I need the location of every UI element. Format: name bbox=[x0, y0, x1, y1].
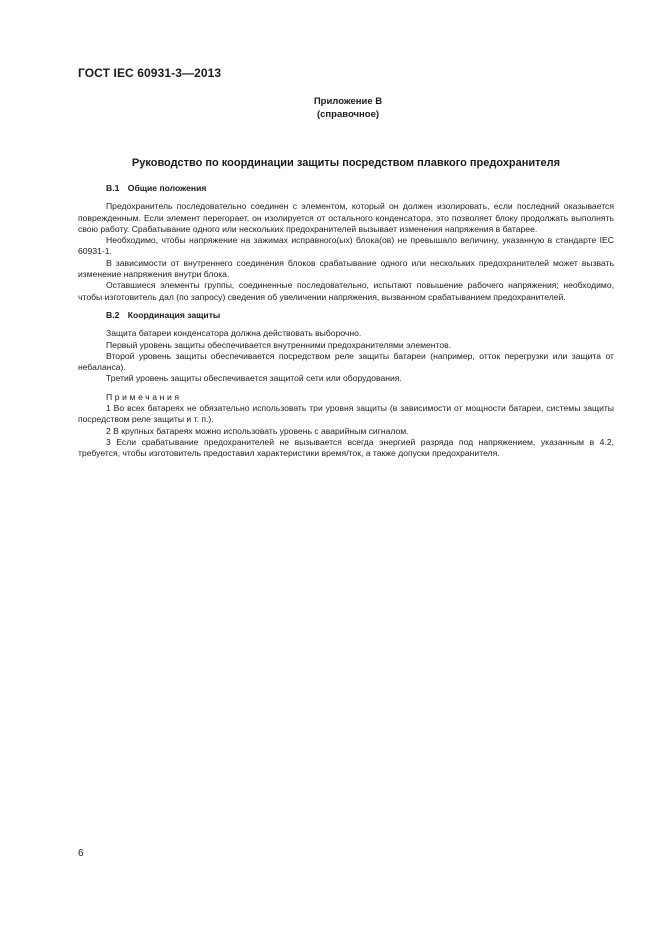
section-title: Координация защиты bbox=[127, 309, 221, 320]
section-number: В.2 bbox=[106, 309, 120, 320]
appendix-label: Приложение В bbox=[313, 96, 383, 107]
section-title: Общие положения bbox=[127, 183, 207, 193]
paragraph: Оставшиеся элементы группы, соединенные последовательно, испытают повышение рабочего напряжения; необходимо, чтобы изготовитель дал (по запросу) сведения об увеличении напряжения, вызванном срабатыванием предохранителей. bbox=[78, 280, 614, 302]
section-heading-1 bbox=[78, 183, 614, 194]
note-item: 1 Во всех батареях не обязательно использовать три уровня защиты (в зависимости от мощности батареи, системы защиты посредством реле защиты и т. п.). bbox=[78, 403, 614, 425]
note-item: 2 В крупных батареях можно использовать уровень с аварийным сигналом. bbox=[106, 425, 409, 436]
paragraph: Третий уровень защиты обеспечивается защитой сети или оборудования. bbox=[106, 373, 402, 384]
appendix-label-block bbox=[300, 95, 396, 121]
paragraph: Первый уровень защиты обеспечивается внутренними предохранителями элементов. bbox=[106, 339, 452, 350]
note-item: 3 Если срабатывание предохранителей не вызывается всегда энергией разряда под напряжением, указанным в 4.2, требуется, чтобы изготовитель предоставил характеристики время/ток, а также допуски предохранителя. bbox=[78, 436, 614, 459]
paragraph: Предохранитель последовательно соединен с элементом, который он должен изолировать, если последний оказывается поврежденным. Если элемент перегорает, он изолируется от остального конденсатора, это позволяет блоку продолжать выполнять свою работу. Срабатывание одного или нескольких предохранителей вызывает изменения напряжения в батарее. bbox=[78, 201, 614, 234]
paragraph: Защита батареи конденсатора должна действовать выборочно. bbox=[106, 328, 362, 339]
appendix-title: Руководство по координации защиты посредством плавкого предохранителя bbox=[131, 157, 561, 169]
paragraph: В зависимости от внутреннего соединения блоков срабатывание одного или нескольких предохранителей может вызвать изменение напряжения внутри блока. bbox=[78, 257, 614, 280]
section-number: В.1 bbox=[106, 183, 120, 193]
page-number: 6 bbox=[78, 848, 84, 859]
document-header: ГОСТ IEC 60931-3—2013 bbox=[78, 66, 222, 80]
paragraph: Второй уровень защиты обеспечивается посредством реле защиты батареи (например, отток перегрузки или защита от небаланса). bbox=[78, 350, 614, 373]
appendix-type: (справочное) bbox=[316, 109, 380, 120]
notes-heading: Примечания bbox=[106, 391, 182, 402]
paragraph: Необходимо, чтобы напряжение на зажимах исправного(ых) блока(ов) не превышало величину, указанную в стандарте IEC 60931-1. bbox=[78, 235, 614, 257]
document-body bbox=[78, 183, 614, 460]
section-heading-2 bbox=[78, 310, 614, 321]
